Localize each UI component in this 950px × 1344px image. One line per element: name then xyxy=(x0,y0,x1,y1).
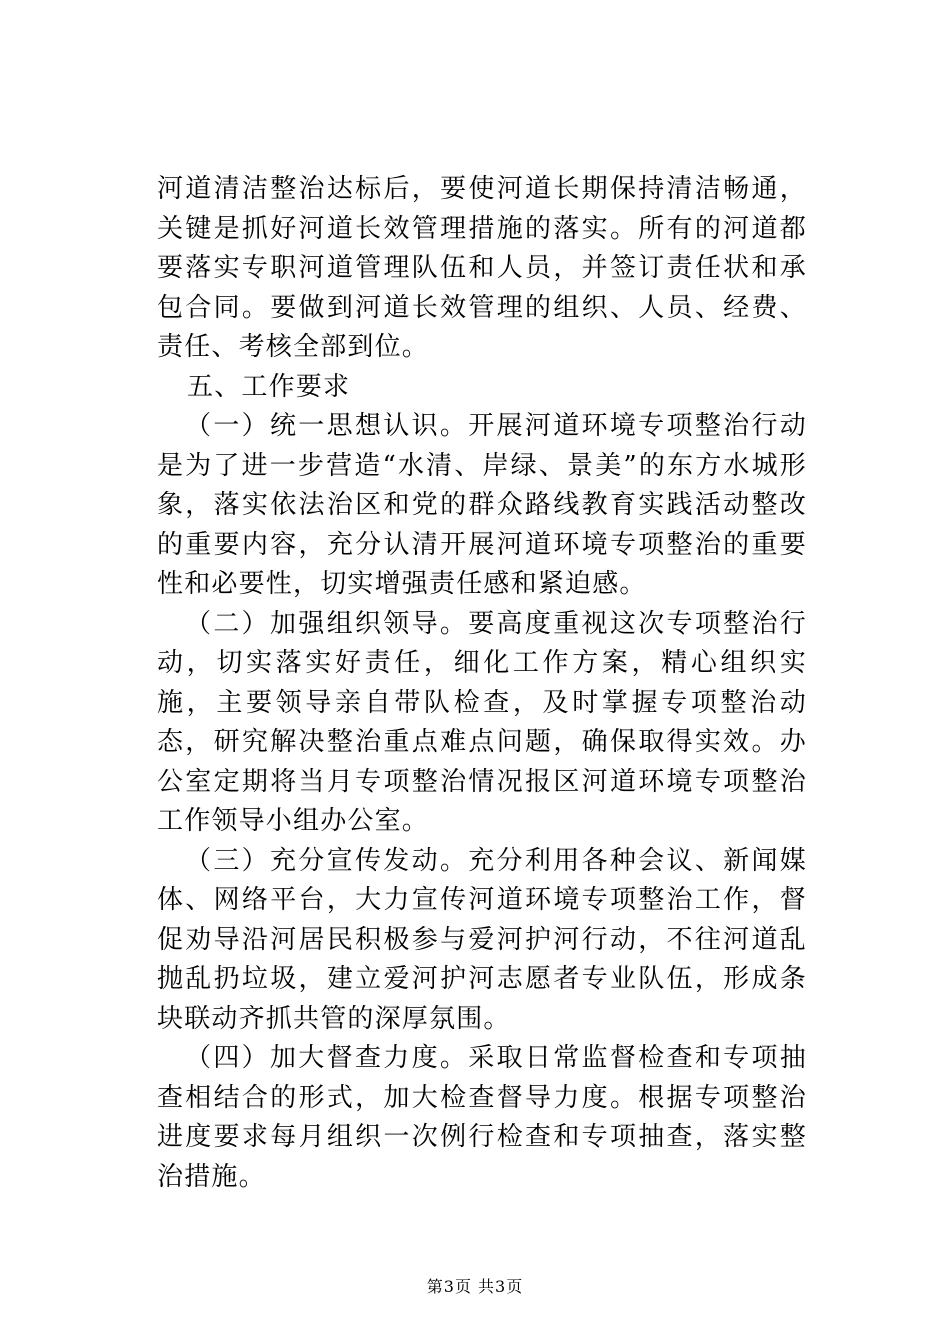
paragraph-item-4: （四）加大督查力度。采取日常监督检查和专项抽查相结合的形式，加大检查督导力度。根据专项整治进度要求每月组织一次例行检查和专项抽查，落实整治措施。 xyxy=(157,1043,807,1192)
paragraph-item-3: （三）充分宣传发动。充分利用各种会议、新闻媒体、网络平台，大力宣传河道环境专项整治工作，督促劝导沿河居民积极参与爱河护河行动，不往河道乱抛乱扔垃圾，建立爱河护河志愿者专业队伍，形成条块联动齐抓共管的深厚氛围。 xyxy=(157,845,807,1034)
section-heading-work-requirements: 五、工作要求 xyxy=(187,371,351,402)
page-number-footer: 第3页 共3页 xyxy=(426,1277,524,1296)
paragraph-river-management: 河道清洁整治达标后，要使河道长期保持清洁畅通，关键是抓好河道长效管理措施的落实。所有的河道都要落实专职河道管理队伍和人员，并签订责任状和承包合同。要做到河道长效管理的组织、人员、经费、责任、考核全部到位。 xyxy=(157,174,807,362)
document-body xyxy=(157,170,807,1197)
paragraph-item-1: （一）统一思想认识。开展河道环境专项整治行动是为了进一步营造“水清、岸绿、景美”的东方水城形象，落实依法治区和党的群众路线教育实践活动整改的重要内容，充分认清开展河道环境专项整治的重要性和必要性，切实增强责任感和紧迫感。 xyxy=(157,411,807,599)
paragraph-item-2: （二）加强组织领导。要高度重视这次专项整治行动，切实落实好责任，细化工作方案，精心组织实施，主要领导亲自带队检查，及时掌握专项整治动态，研究解决整治重点难点问题，确保取得实效。办公室定期将当月专项整治情况报区河道环境专项整治工作领导小组办公室。 xyxy=(157,608,807,836)
